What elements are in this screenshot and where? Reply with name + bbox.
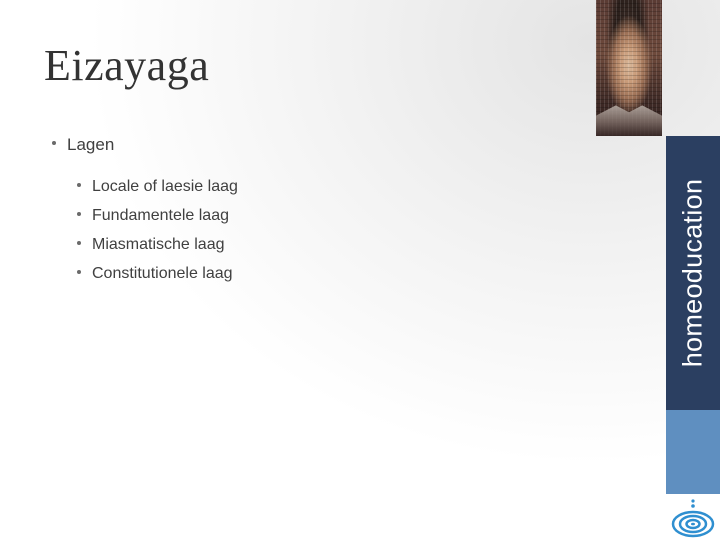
bullet-dot-icon — [52, 141, 56, 145]
slide-title: Eizayaga — [44, 41, 210, 90]
logo-area — [666, 494, 720, 540]
water-ripple-logo-icon — [666, 494, 720, 540]
bullet-item — [52, 132, 238, 158]
sub-bullet-text: Locale of laesie laag — [92, 177, 238, 195]
brand-text: homeoducation — [677, 178, 708, 368]
sub-bullet-text: Miasmatische laag — [92, 235, 225, 253]
portrait-mosaic-icon — [596, 0, 662, 136]
brand-sidebar — [666, 136, 720, 410]
bullet-dot-icon — [77, 241, 81, 245]
sub-bullet-item — [77, 201, 238, 230]
bullet-list — [52, 132, 238, 288]
bullet-dot-icon — [77, 183, 81, 187]
sub-bullet-item — [77, 172, 238, 201]
bullet-dot-icon — [77, 212, 81, 216]
sub-bullet-text: Fundamentele laag — [92, 206, 229, 224]
bullet-dot-icon — [77, 270, 81, 274]
accent-sidebar — [666, 410, 720, 494]
sub-bullet-item — [77, 230, 238, 259]
bullet-text: Lagen — [67, 135, 115, 154]
sub-bullet-item — [77, 259, 238, 288]
sub-bullet-text: Constitutionele laag — [92, 264, 233, 282]
